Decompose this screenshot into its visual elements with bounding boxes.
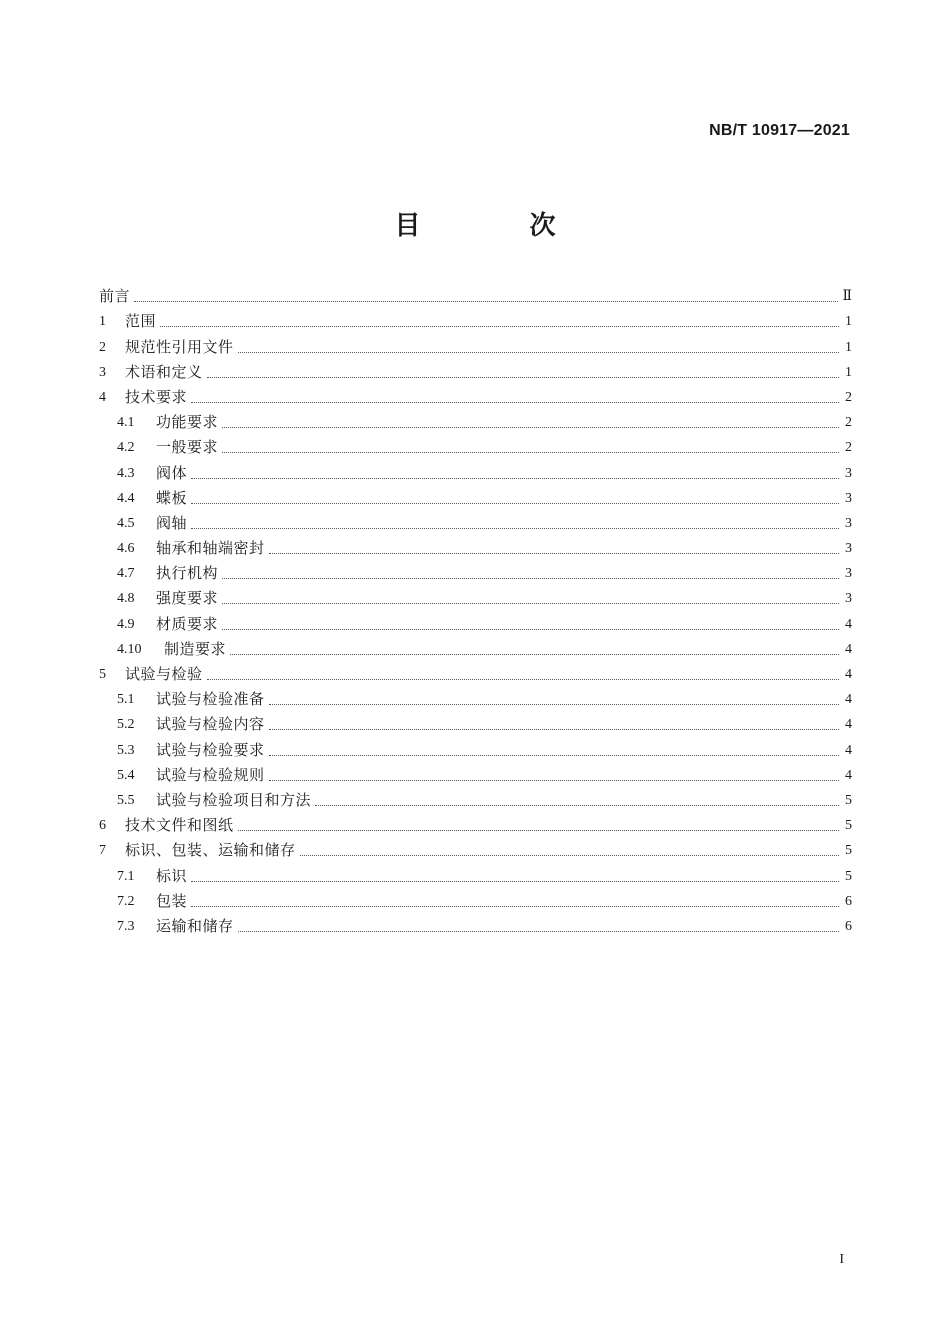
toc-entry-page: 4	[845, 692, 852, 708]
toc-entry-title: 技术文件和图纸	[125, 816, 234, 835]
toc-entry-page: 3	[845, 515, 852, 531]
toc-dot-leader	[238, 931, 839, 932]
toc-entry-number: 7.3	[117, 918, 135, 934]
toc-entry[interactable]	[99, 511, 852, 536]
toc-entry[interactable]	[99, 914, 852, 939]
toc-entry[interactable]	[99, 788, 852, 813]
toc-entry-number: 4	[99, 389, 106, 405]
toc-entry[interactable]	[99, 687, 852, 712]
toc-entry-title: 标识	[156, 866, 188, 885]
toc-entry-page: 1	[845, 314, 852, 330]
table-of-contents	[99, 284, 852, 939]
toc-entry[interactable]	[99, 611, 852, 636]
toc-entry-page: 5	[845, 868, 852, 884]
toc-dot-leader	[269, 780, 839, 781]
toc-dot-leader	[269, 704, 839, 705]
toc-entry-title: 强度要求	[156, 589, 219, 608]
toc-dot-leader	[222, 629, 839, 630]
toc-entry-page: 5	[845, 843, 852, 859]
toc-entry-page: 4	[845, 667, 852, 682]
toc-entry-number: 4.9	[117, 616, 135, 632]
toc-entry-number: 7.2	[117, 893, 135, 909]
page-number: I	[839, 1252, 844, 1267]
toc-entry-number: 4.1	[117, 415, 135, 431]
toc-entry-page: 3	[845, 490, 852, 506]
toc-entry-title: 材质要求	[156, 614, 219, 633]
toc-entry-title: 轴承和轴端密封	[156, 539, 265, 558]
toc-dot-leader	[207, 377, 839, 378]
toc-entry-number: 4.10	[117, 641, 142, 657]
toc-entry[interactable]	[99, 763, 852, 788]
toc-entry[interactable]	[99, 284, 852, 309]
toc-entry-number: 4.6	[117, 541, 135, 557]
toc-entry-title: 试验与检验规则	[156, 765, 265, 784]
toc-entry[interactable]	[99, 385, 852, 410]
toc-entry-number: 1	[99, 314, 106, 330]
toc-entry-number: 7.1	[117, 868, 135, 884]
toc-entry[interactable]	[99, 561, 852, 586]
toc-dot-leader	[191, 402, 839, 403]
toc-dot-leader	[134, 301, 838, 302]
toc-dot-leader	[160, 326, 839, 327]
toc-entry-number: 4.3	[117, 465, 135, 481]
toc-entry-page: 4	[845, 742, 852, 758]
toc-entry-page: 6	[845, 918, 852, 934]
toc-entry-number: 5	[99, 667, 106, 682]
toc-entry[interactable]	[99, 435, 852, 460]
toc-entry-title: 阀体	[156, 463, 188, 482]
toc-entry-page: 3	[845, 465, 852, 481]
toc-entry-page: 3	[845, 591, 852, 607]
toc-entry-page: 6	[845, 893, 852, 909]
page-title: 目 次	[394, 211, 606, 241]
toc-entry-title: 试验与检验项目和方法	[156, 790, 312, 809]
toc-entry-number: 4.7	[117, 566, 135, 582]
toc-entry-title: 一般要求	[156, 438, 219, 457]
toc-entry-page: 4	[845, 641, 852, 657]
toc-entry-page: 5	[845, 818, 852, 834]
toc-dot-leader	[191, 906, 839, 907]
toc-entry[interactable]	[99, 637, 852, 662]
toc-entry-page: 4	[845, 616, 852, 632]
toc-entry[interactable]	[99, 813, 852, 838]
toc-entry[interactable]	[99, 712, 852, 737]
toc-dot-leader	[269, 729, 839, 730]
toc-entry[interactable]	[99, 889, 852, 914]
toc-entry-page: 4	[845, 717, 852, 733]
toc-dot-leader	[191, 528, 839, 529]
toc-entry[interactable]	[99, 360, 852, 385]
toc-entry-page: Ⅱ	[842, 289, 852, 305]
toc-entry[interactable]	[99, 460, 852, 485]
toc-entry-title: 制造要求	[164, 639, 227, 658]
toc-entry-page: 2	[845, 415, 852, 431]
toc-entry-number: 4.2	[117, 440, 135, 456]
toc-entry-page: 1	[845, 339, 852, 355]
toc-entry-number: 3	[99, 364, 106, 380]
toc-entry-page: 1	[845, 364, 852, 380]
standard-code: NB/T 10917—2021	[709, 122, 850, 139]
toc-entry-number: 6	[99, 818, 106, 834]
toc-dot-leader	[222, 603, 839, 604]
toc-entry-title: 前言	[99, 287, 131, 306]
toc-entry[interactable]	[99, 863, 852, 888]
toc-entry[interactable]	[99, 410, 852, 435]
toc-entry[interactable]	[99, 536, 852, 561]
toc-entry-number: 7	[99, 843, 106, 859]
toc-dot-leader	[191, 881, 839, 882]
toc-dot-leader	[207, 679, 839, 680]
toc-entry-page: 3	[845, 541, 852, 557]
toc-entry-title: 功能要求	[156, 413, 219, 432]
toc-entry-number: 4.5	[117, 515, 135, 531]
toc-entry-title: 术语和定义	[125, 362, 203, 381]
toc-entry-title: 蝶板	[156, 488, 188, 507]
toc-dot-leader	[238, 352, 839, 353]
toc-entry[interactable]	[99, 737, 852, 762]
toc-entry[interactable]	[99, 838, 852, 863]
toc-entry-page: 4	[845, 767, 852, 783]
toc-entry-page: 3	[845, 566, 852, 582]
toc-dot-leader	[222, 452, 839, 453]
toc-entry-page: 5	[845, 792, 852, 808]
toc-entry-number: 5.3	[117, 742, 135, 758]
toc-entry-title: 标识、包装、运输和储存	[125, 841, 296, 860]
toc-dot-leader	[230, 654, 839, 655]
toc-entry[interactable]	[99, 334, 852, 359]
toc-entry-title: 运输和储存	[156, 916, 234, 935]
toc-entry-number: 5.1	[117, 692, 135, 708]
toc-entry[interactable]	[99, 486, 852, 511]
toc-dot-leader	[315, 805, 839, 806]
toc-entry-number: 4.4	[117, 490, 135, 506]
toc-dot-leader	[269, 755, 839, 756]
toc-entry-title: 包装	[156, 891, 188, 910]
toc-entry-title: 执行机构	[156, 564, 219, 583]
toc-dot-leader	[269, 553, 839, 554]
toc-entry-title: 规范性引用文件	[125, 337, 234, 356]
toc-entry-page: 2	[845, 389, 852, 405]
toc-entry-title: 试验与检验内容	[156, 715, 265, 734]
toc-entry-number: 4.8	[117, 591, 135, 607]
toc-entry[interactable]	[99, 309, 852, 334]
toc-entry-number: 5.2	[117, 717, 135, 733]
toc-entry-title: 阀轴	[156, 513, 188, 532]
toc-entry-title: 技术要求	[125, 387, 188, 406]
toc-entry-title: 试验与检验准备	[156, 690, 265, 709]
toc-dot-leader	[238, 830, 839, 831]
toc-entry[interactable]	[99, 586, 852, 611]
toc-dot-leader	[191, 478, 839, 479]
toc-entry-title: 范围	[125, 312, 157, 331]
toc-dot-leader	[222, 427, 839, 428]
toc-entry-title: 试验与检验	[125, 665, 203, 683]
toc-entry[interactable]	[99, 662, 852, 687]
toc-dot-leader	[222, 578, 839, 579]
toc-entry-number: 5.5	[117, 792, 135, 808]
toc-entry-title: 试验与检验要求	[156, 740, 265, 759]
toc-entry-page: 2	[845, 440, 852, 456]
toc-dot-leader	[191, 503, 839, 504]
toc-dot-leader	[300, 855, 839, 856]
toc-entry-number: 5.4	[117, 767, 135, 783]
toc-entry-number: 2	[99, 339, 106, 355]
